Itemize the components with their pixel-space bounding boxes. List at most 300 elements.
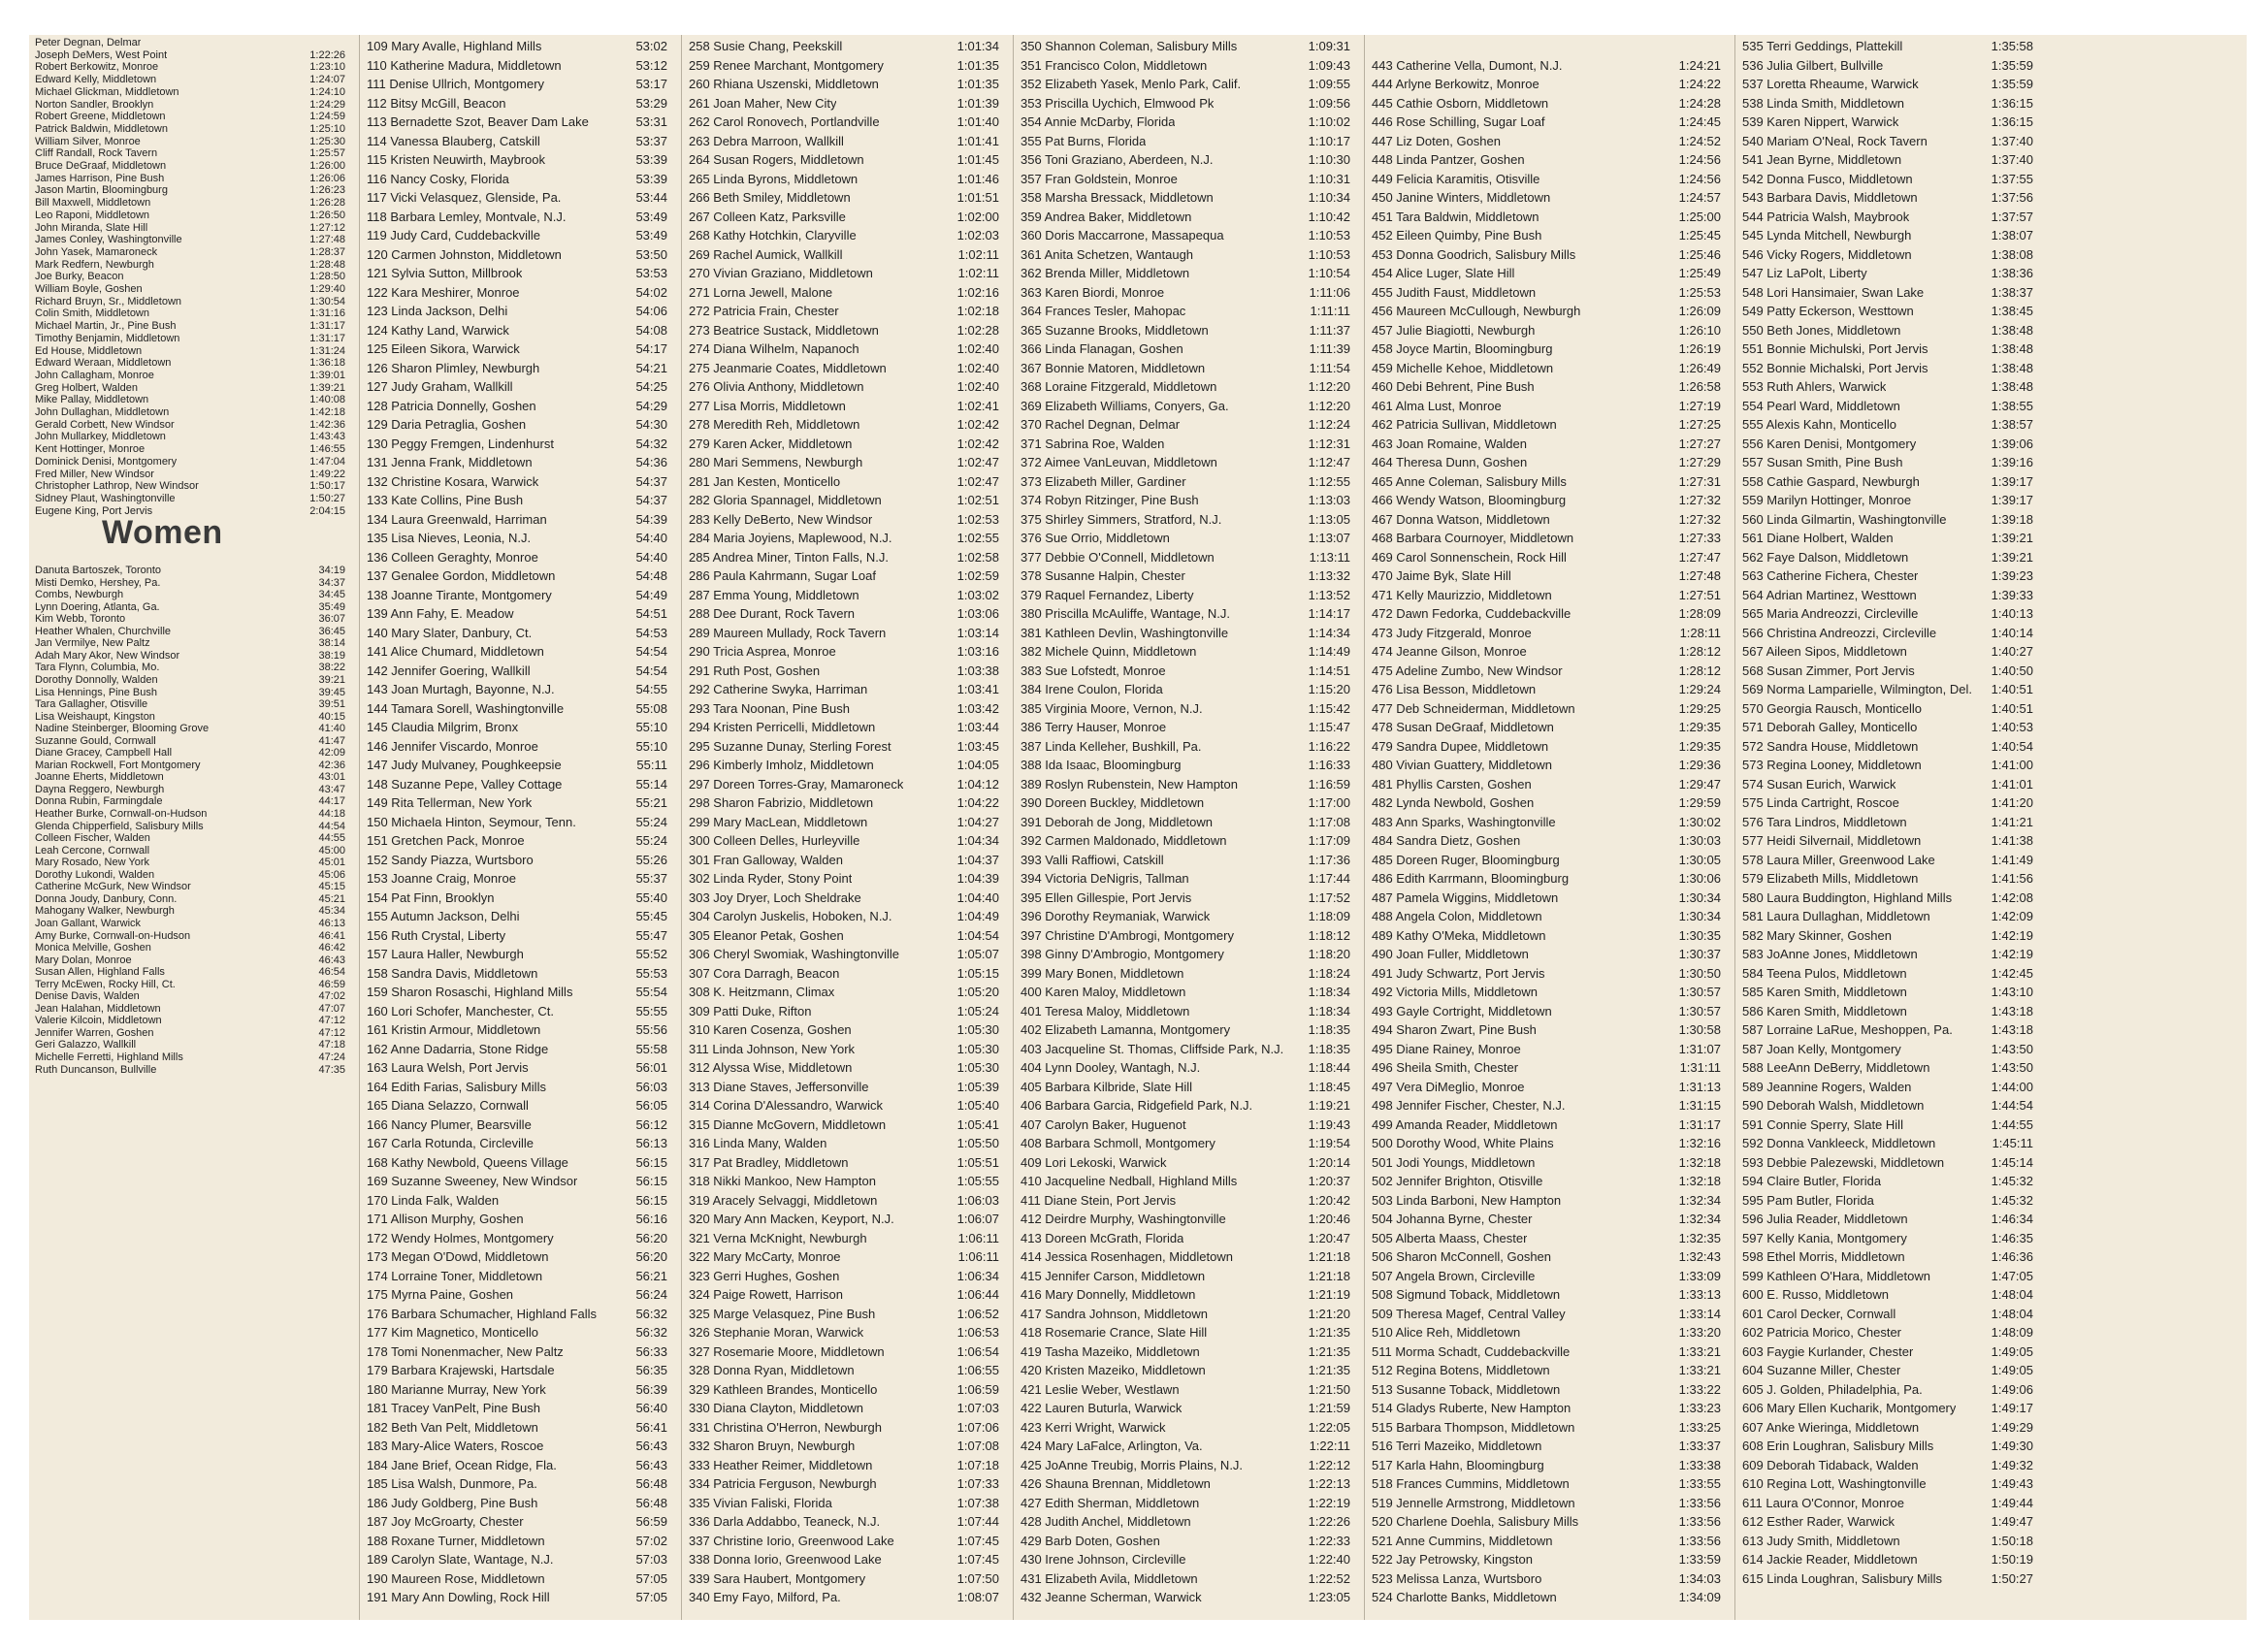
runner-name: Greg Holbert, Walden	[35, 381, 138, 394]
result-row	[1015, 813, 1364, 832]
finish-time: 1:21:18	[1308, 1268, 1350, 1283]
result-row	[361, 529, 681, 548]
runner-name: 413 Doreen McGrath, Florida	[1021, 1230, 1184, 1245]
finish-time: 1:05:30	[956, 1022, 999, 1037]
result-row	[683, 359, 1013, 378]
runner-name: Peter Degnan, Delmar	[35, 37, 142, 48]
runner-name: 570 Georgia Rausch, Monticello	[1742, 700, 1922, 716]
runner-name: Terry McEwen, Rocky Hill, Ct.	[35, 978, 176, 990]
finish-time: 45:06	[318, 868, 345, 881]
finish-time: 1:48:09	[1991, 1325, 2033, 1340]
finish-time: 55:47	[635, 927, 667, 943]
finish-time: 56:01	[635, 1060, 667, 1075]
finish-time: 56:40	[635, 1401, 667, 1415]
finish-time: 1:27:29	[1678, 455, 1721, 469]
column-rule	[1734, 35, 1735, 1620]
runner-name: 156 Ruth Crystal, Liberty	[367, 927, 506, 943]
result-row	[1366, 150, 1734, 170]
finish-time: 1:28:37	[309, 245, 345, 258]
finish-time: 1:03:16	[956, 644, 999, 659]
finish-time: 1:38:37	[1991, 284, 2033, 300]
result-row	[1366, 1305, 1734, 1324]
runner-name: William Silver, Monroe	[35, 135, 141, 147]
result-row	[361, 1229, 681, 1248]
runner-name: Edward Weraan, Middletown	[35, 357, 172, 370]
runner-name: 508 Sigmund Toback, Middletown	[1372, 1287, 1561, 1302]
runner-name: 378 Susanne Halpin, Chester	[1021, 568, 1185, 583]
result-row	[1366, 737, 1734, 757]
finish-time: 1:04:39	[956, 871, 999, 886]
finish-time: 47:24	[318, 1051, 345, 1063]
runner-name: Heather Burke, Cornwall-on-Hudson	[35, 808, 208, 820]
runner-name: 404 Lynn Dooley, Wantagh, N.J.	[1021, 1060, 1201, 1075]
finish-time: 54:17	[635, 341, 667, 356]
result-row	[29, 160, 359, 173]
finish-time: 1:06:11	[957, 1249, 999, 1264]
finish-time: 1:31:07	[1678, 1041, 1721, 1056]
result-row	[1366, 926, 1734, 946]
runner-name: 482 Lynda Newbold, Goshen	[1372, 795, 1535, 810]
runner-name: 191 Mary Ann Dowling, Rock Hill	[367, 1590, 550, 1604]
result-row	[1736, 472, 2047, 492]
runner-name: 399 Mary Bonen, Middletown	[1021, 965, 1184, 981]
runner-name: 463 Joan Romaine, Walden	[1372, 436, 1527, 451]
runner-name: 184 Jane Brief, Ocean Ridge, Fla.	[367, 1457, 557, 1472]
result-row	[683, 170, 1013, 189]
result-row	[1736, 813, 2047, 832]
runner-name: 127 Judy Graham, Wallkill	[367, 379, 513, 394]
result-row	[1366, 907, 1734, 926]
finish-time: 1:02:11	[957, 246, 999, 262]
runner-name: 541 Jean Byrne, Middletown	[1742, 152, 1902, 167]
finish-time: 55:54	[635, 985, 667, 999]
runner-name: 366 Linda Flanagan, Goshen	[1021, 341, 1183, 356]
runner-name: 514 Gladys Ruberte, New Hampton	[1372, 1401, 1571, 1415]
finish-time: 1:32:35	[1678, 1230, 1721, 1245]
finish-time: 1:28:12	[1678, 663, 1721, 678]
result-row	[361, 1305, 681, 1324]
finish-time: 1:12:47	[1308, 455, 1350, 469]
result-row	[683, 264, 1013, 283]
finish-time: 1:30:34	[1678, 909, 1721, 923]
runner-name: 427 Edith Sherman, Middletown	[1021, 1495, 1200, 1510]
result-row	[683, 283, 1013, 303]
result-row	[29, 271, 359, 283]
finish-time: 56:43	[635, 1439, 667, 1453]
finish-time: 1:41:01	[1991, 776, 2033, 792]
runner-name: 301 Fran Galloway, Walden	[689, 852, 843, 867]
finish-time: 53:39	[635, 152, 667, 167]
finish-time: 1:29:40	[309, 283, 345, 295]
result-row	[361, 718, 681, 737]
finish-time: 1:37:55	[1991, 171, 2033, 186]
result-row	[1736, 529, 2047, 548]
result-row	[683, 983, 1013, 1002]
result-row	[29, 881, 359, 893]
result-row	[361, 321, 681, 340]
runner-name: 571 Deborah Galley, Monticello	[1742, 720, 1918, 734]
finish-time: 56:48	[635, 1495, 667, 1510]
finish-time: 1:04:49	[956, 909, 999, 923]
result-row	[1015, 150, 1364, 170]
finish-time: 54:29	[635, 398, 667, 413]
finish-time: 1:17:44	[1308, 871, 1350, 886]
result-row	[361, 397, 681, 416]
result-row	[361, 245, 681, 265]
result-row	[1736, 662, 2047, 681]
runner-name: 416 Mary Donnelly, Middletown	[1021, 1287, 1196, 1302]
finish-time: 1:30:54	[309, 295, 345, 307]
finish-time: 1:14:51	[1308, 663, 1350, 678]
runner-name: 177 Kim Magnetico, Monticello	[367, 1325, 539, 1340]
runner-name: 157 Laura Haller, Newburgh	[367, 947, 524, 961]
runner-name: 585 Karen Smith, Middletown	[1742, 985, 1907, 999]
finish-time: 1:31:24	[309, 344, 345, 357]
finish-time: 1:04:05	[956, 758, 999, 772]
finish-time: 1:37:56	[1991, 190, 2033, 205]
finish-time: 46:41	[318, 929, 345, 942]
finish-time: 1:14:17	[1308, 606, 1350, 621]
result-row	[361, 264, 681, 283]
finish-time: 1:42:08	[1991, 889, 2033, 905]
finish-time: 1:03:38	[956, 663, 999, 678]
runner-name: Leah Cercone, Cornwall	[35, 844, 150, 857]
finish-time: 47:02	[318, 990, 345, 1003]
runner-name: Donna Rubin, Farmingdale	[35, 795, 163, 808]
result-row	[1736, 945, 2047, 964]
finish-time: 1:39:21	[1991, 549, 2033, 565]
finish-time: 1:49:47	[1991, 1514, 2033, 1529]
result-row	[361, 1285, 681, 1305]
runner-name: 326 Stephanie Moran, Warwick	[689, 1325, 864, 1340]
finish-time: 1:06:52	[956, 1306, 999, 1321]
result-row	[683, 624, 1013, 643]
runner-name: 266 Beth Smiley, Middletown	[689, 190, 851, 205]
runner-name: Kent Hottinger, Monroe	[35, 443, 146, 456]
runner-name: 509 Theresa Magef, Central Valley	[1372, 1306, 1566, 1321]
finish-time: 42:36	[318, 759, 345, 771]
result-row	[1736, 321, 2047, 340]
runner-name: 411 Diane Stein, Port Jervis	[1021, 1192, 1177, 1208]
result-row	[29, 147, 359, 160]
finish-time: 1:03:02	[956, 587, 999, 602]
result-row	[1736, 283, 2047, 303]
result-row	[1366, 1116, 1734, 1135]
runner-name: 471 Kelly Maurizzio, Middletown	[1372, 587, 1552, 602]
finish-time: 1:35:59	[1991, 57, 2033, 73]
runner-name: 286 Paula Kahrmann, Sugar Loaf	[689, 568, 876, 583]
runner-name: 291 Ruth Post, Goshen	[689, 663, 821, 678]
finish-time: 1:27:25	[1678, 417, 1721, 432]
finish-time: 56:16	[635, 1212, 667, 1226]
result-row	[361, 775, 681, 794]
result-row	[1015, 453, 1364, 472]
runner-name: 469 Carol Sonnenschein, Rock Hill	[1372, 549, 1567, 565]
finish-time: 44:18	[318, 808, 345, 820]
finish-time: 1:12:31	[1308, 436, 1350, 451]
result-row	[29, 370, 359, 382]
finish-time: 1:02:18	[956, 304, 999, 318]
runner-name: Colleen Fischer, Walden	[35, 832, 150, 845]
finish-time: 55:58	[635, 1041, 667, 1056]
runner-name: 390 Doreen Buckley, Middletown	[1021, 795, 1205, 810]
finish-time: 1:49:06	[1991, 1381, 2033, 1397]
finish-time: 1:49:44	[1991, 1495, 2033, 1510]
finish-time: 1:01:40	[956, 114, 999, 129]
result-row	[1366, 756, 1734, 775]
finish-time: 1:19:43	[1308, 1116, 1350, 1132]
finish-time: 56:03	[635, 1079, 667, 1094]
finish-time: 1:49:43	[1991, 1476, 2033, 1491]
result-row	[361, 1153, 681, 1173]
runner-name: 129 Daria Petraglia, Goshen	[367, 417, 527, 432]
runner-name: 432 Jeanne Scherman, Warwick	[1021, 1590, 1202, 1604]
result-row	[683, 869, 1013, 889]
finish-time: 1:24:10	[309, 85, 345, 98]
runner-name: 170 Linda Falk, Walden	[367, 1192, 500, 1208]
finish-time: 43:47	[318, 783, 345, 795]
result-row	[683, 208, 1013, 227]
runner-name: 185 Lisa Walsh, Dunmore, Pa.	[367, 1476, 537, 1491]
finish-time: 1:05:20	[956, 985, 999, 999]
runner-name: 559 Marilyn Hottinger, Monroe	[1742, 493, 1912, 507]
finish-time: 1:38:57	[1991, 417, 2033, 432]
finish-time: 1:02:59	[956, 568, 999, 583]
finish-time: 1:27:32	[1678, 511, 1721, 527]
result-row	[1736, 1305, 2047, 1324]
result-row	[1015, 226, 1364, 245]
result-row	[1015, 926, 1364, 946]
finish-time: 1:42:18	[309, 406, 345, 418]
result-row	[29, 674, 359, 687]
runner-name: 597 Kelly Kania, Montgomery	[1742, 1230, 1907, 1245]
runner-name: 415 Jennifer Carson, Middletown	[1021, 1268, 1206, 1283]
result-row	[1736, 737, 2047, 757]
finish-time: 1:33:09	[1678, 1268, 1721, 1283]
finish-time: 1:36:15	[1991, 95, 2033, 111]
finish-time: 1:09:31	[1308, 39, 1350, 53]
runner-name: 277 Lisa Morris, Middletown	[689, 398, 846, 413]
runner-name: 428 Judith Anchel, Middletown	[1021, 1514, 1191, 1529]
finish-time: 47:18	[318, 1039, 345, 1051]
runner-name: Mary Rosado, New York	[35, 857, 149, 869]
runner-name: 446 Rose Schilling, Sugar Loaf	[1372, 114, 1545, 129]
result-row	[683, 756, 1013, 775]
finish-time: 1:40:50	[1991, 663, 2033, 678]
finish-time: 1:17:36	[1308, 852, 1350, 867]
runner-name: 181 Tracey VanPelt, Pine Bush	[367, 1401, 540, 1415]
result-row	[1736, 208, 2047, 227]
result-row	[1015, 889, 1364, 908]
finish-time: 1:26:09	[1678, 304, 1721, 318]
runner-name: Dorothy Donnolly, Walden	[35, 673, 158, 686]
result-row	[29, 687, 359, 699]
runner-name: 322 Mary McCarty, Monroe	[689, 1249, 841, 1264]
finish-time: 1:02:00	[956, 209, 999, 224]
runner-name: 282 Gloria Spannagel, Middletown	[689, 493, 882, 507]
runner-name: 510 Alice Reh, Middletown	[1372, 1325, 1521, 1340]
runner-name: 325 Marge Velasquez, Pine Bush	[689, 1306, 876, 1321]
result-row	[1015, 586, 1364, 605]
result-row	[361, 37, 681, 56]
finish-time: 46:13	[318, 917, 345, 929]
finish-time: 46:43	[318, 954, 345, 966]
runner-name: 300 Colleen Delles, Hurleyville	[689, 833, 860, 848]
runner-name: 518 Frances Cummins, Middletown	[1372, 1476, 1570, 1491]
runner-name: 367 Bonnie Matoren, Middletown	[1021, 360, 1206, 375]
finish-time: 57:03	[635, 1552, 667, 1567]
finish-time: 56:13	[635, 1136, 667, 1150]
finish-time: 53:53	[635, 266, 667, 280]
finish-time: 1:05:15	[956, 965, 999, 981]
finish-time: 1:11:54	[1309, 360, 1350, 375]
finish-time: 1:31:15	[1678, 1098, 1721, 1113]
runner-name: 487 Pamela Wiggins, Middletown	[1372, 889, 1559, 905]
finish-time: 1:39:16	[1991, 455, 2033, 469]
finish-time: 34:37	[318, 576, 345, 589]
runner-name: 329 Kathleen Brandes, Monticello	[689, 1381, 878, 1397]
result-row	[1015, 642, 1364, 662]
runner-name: Valerie Kilcoin, Middletown	[35, 1015, 162, 1027]
result-row	[683, 1078, 1013, 1097]
finish-time: 1:02:28	[956, 322, 999, 338]
result-row	[1736, 132, 2047, 151]
finish-time: 1:21:35	[1308, 1325, 1350, 1340]
result-row	[361, 793, 681, 813]
finish-time: 42:09	[318, 747, 345, 760]
runner-name: 586 Karen Smith, Middletown	[1742, 1003, 1907, 1018]
result-row	[1015, 435, 1364, 454]
runner-name: 284 Maria Joyiens, Maplewood, N.J.	[689, 531, 892, 545]
result-row	[361, 1172, 681, 1191]
runner-name: 154 Pat Finn, Brooklyn	[367, 889, 495, 905]
runner-name: 382 Michele Quinn, Middletown	[1021, 644, 1197, 659]
result-row	[1736, 245, 2047, 265]
result-row	[361, 1002, 681, 1021]
finish-time: 1:47:04	[309, 455, 345, 468]
result-row	[1015, 56, 1364, 76]
result-row	[361, 1058, 681, 1078]
runner-name: 384 Irene Coulon, Florida	[1021, 682, 1163, 696]
result-row	[361, 1191, 681, 1211]
finish-time: 1:23:05	[1308, 1590, 1350, 1604]
result-row	[29, 1003, 359, 1016]
finish-time: 54:06	[635, 304, 667, 318]
finish-time: 1:20:42	[1308, 1192, 1350, 1208]
result-row	[1366, 472, 1734, 492]
finish-time: 1:31:17	[309, 332, 345, 344]
finish-time: 54:08	[635, 322, 667, 338]
result-row	[1366, 1361, 1734, 1380]
finish-time: 1:26:10	[1678, 322, 1721, 338]
result-row	[1736, 302, 2047, 321]
runner-name: 183 Mary-Alice Waters, Roscoe	[367, 1439, 544, 1453]
finish-time: 1:32:18	[1678, 1174, 1721, 1188]
result-row	[361, 415, 681, 435]
result-row	[1736, 1020, 2047, 1040]
finish-time: 1:02:40	[956, 360, 999, 375]
runner-name: Marian Rockwell, Fort Montgomery	[35, 759, 201, 771]
result-row	[683, 415, 1013, 435]
result-row	[1366, 1134, 1734, 1153]
result-row	[1736, 680, 2047, 699]
result-row	[1366, 245, 1734, 265]
result-row	[1015, 1116, 1364, 1135]
finish-time: 1:33:23	[1678, 1401, 1721, 1415]
runner-name: 297 Doreen Torres-Gray, Mamaroneck	[689, 776, 904, 792]
runner-name: 186 Judy Goldberg, Pine Bush	[367, 1495, 538, 1510]
result-row	[1736, 1229, 2047, 1248]
runner-name: 444 Arlyne Berkowitz, Monroe	[1372, 77, 1539, 91]
runner-name: 473 Judy Fitzgerald, Monroe	[1372, 625, 1532, 640]
finish-time: 1:07:45	[956, 1533, 999, 1548]
result-row	[29, 577, 359, 590]
finish-time: 1:13:11	[1309, 549, 1350, 565]
runner-name: Richard Bruyn, Sr., Middletown	[35, 295, 182, 307]
runner-name: Michael Martin, Jr., Pine Bush	[35, 320, 177, 333]
runner-name: 407 Carolyn Baker, Huguenot	[1021, 1116, 1186, 1132]
finish-time: 1:16:33	[1308, 758, 1350, 772]
runner-name: 298 Sharon Fabrizio, Middletown	[689, 795, 874, 810]
result-row	[361, 851, 681, 870]
result-row	[1015, 1040, 1364, 1059]
women-heading: Women	[102, 514, 223, 551]
finish-time: 1:12:55	[1308, 473, 1350, 489]
runner-name: 258 Susie Chang, Peekskill	[689, 39, 843, 53]
finish-time: 1:11:37	[1309, 322, 1350, 338]
result-row	[1366, 1494, 1734, 1513]
finish-time: 1:43:18	[1991, 1003, 2033, 1018]
runner-name: 332 Sharon Bruyn, Newburgh	[689, 1439, 856, 1453]
finish-time: 1:21:18	[1308, 1249, 1350, 1264]
result-row	[1015, 1247, 1364, 1267]
result-row	[1366, 1153, 1734, 1173]
result-row	[1736, 907, 2047, 926]
finish-time: 1:33:20	[1678, 1325, 1721, 1340]
result-row	[1366, 94, 1734, 113]
runner-name: 398 Ginny D'Ambrogio, Montgomery	[1021, 947, 1224, 961]
runner-name: 381 Kathleen Devlin, Washingtonville	[1021, 625, 1229, 640]
newspaper-page	[29, 35, 2247, 1620]
finish-time: 1:45:11	[1992, 1136, 2033, 1150]
result-row	[683, 113, 1013, 132]
runner-name: 472 Dawn Fedorka, Cuddebackville	[1372, 606, 1571, 621]
finish-time: 1:39:21	[309, 381, 345, 394]
finish-time: 1:18:35	[1308, 1022, 1350, 1037]
runner-name: 359 Andrea Baker, Middletown	[1021, 209, 1192, 224]
runner-name: 117 Vicki Velasquez, Glenside, Pa.	[367, 190, 562, 205]
finish-time: 1:04:22	[956, 795, 999, 810]
result-row	[683, 1474, 1013, 1494]
finish-time: 1:32:34	[1678, 1212, 1721, 1226]
runner-name: 150 Michaela Hinton, Seymour, Tenn.	[367, 814, 576, 829]
runner-name: Bill Maxwell, Middletown	[35, 197, 151, 210]
finish-time: 1:50:17	[309, 480, 345, 493]
finish-time: 1:02:42	[956, 417, 999, 432]
runner-name: 447 Liz Doten, Goshen	[1372, 133, 1501, 148]
finish-time: 55:21	[635, 795, 667, 810]
result-row	[1736, 793, 2047, 813]
result-row	[1736, 604, 2047, 624]
result-row	[1366, 1323, 1734, 1342]
result-row	[1736, 1550, 2047, 1569]
result-row	[361, 983, 681, 1002]
runner-name: 262 Carol Ronovech, Portlandville	[689, 114, 880, 129]
runner-name: 453 Donna Goodrich, Salisbury Mills	[1372, 246, 1576, 262]
finish-time: 2:04:15	[309, 504, 345, 517]
result-row	[1015, 1380, 1364, 1400]
result-row	[1015, 491, 1364, 510]
